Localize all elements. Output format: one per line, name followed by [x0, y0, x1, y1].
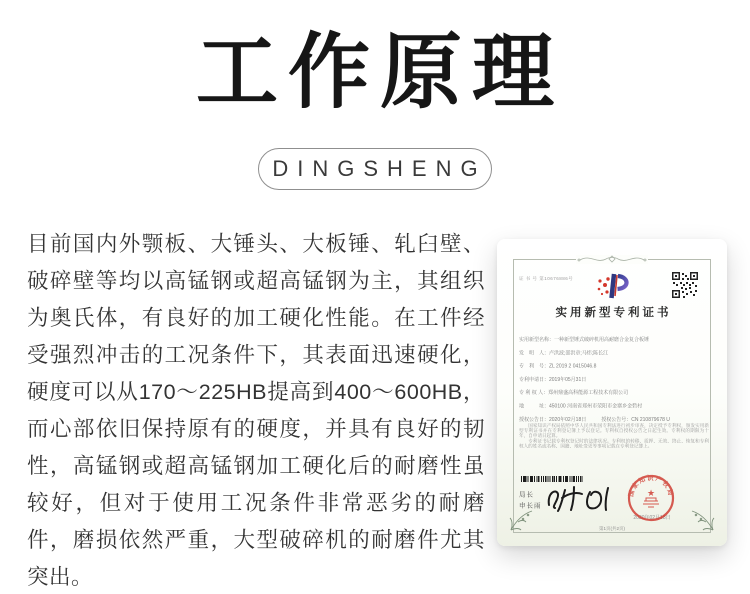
field-patentee: 专 利 权 人：郑州鼎盛高科能源工程技术有限公司	[519, 390, 629, 396]
official-seal-icon	[625, 470, 677, 527]
brand-badge	[258, 148, 492, 190]
field-patent-no: 专 利 号：ZL 2019 2 0415046.8	[519, 363, 597, 370]
certificate-page-number: 第1页(共2页)	[598, 526, 625, 531]
corner-flourish-icon	[508, 509, 534, 538]
ornament-icon	[576, 252, 648, 271]
qr-code-icon	[672, 272, 698, 303]
barcode-icon	[521, 476, 583, 482]
patent-certificate-image	[497, 239, 727, 546]
certificate-title: 实用新型专利证书	[555, 307, 672, 319]
field-grant: 授权公告日：2020年02月18日 授权公告号：CN 210879678 U	[519, 416, 670, 423]
certificate-number: 证 书 号 第10676886号	[519, 276, 574, 281]
principle-paragraph: 目前国内外颚板、大锤头、大板锤、轧臼壁、破碎壁等均以高锰钢或超高锰钢为主，其组织为奥氏体，有良好的加工硬化性能。在工件经受强烈冲击的工况条件下，其表面迅速硬化，硬度可以从170～225HB提高到400～600HB，而心部依旧保持原有的硬度，并具有良好的韧性，高锰钢或超高锰钢加工硬化后的耐磨性虽较好，但对于使用工况条件非常恶劣的耐磨件，磨损依然严重，大型破碎机的耐磨件尤其突出。	[27, 232, 485, 589]
field-filing-date: 专利申请日：2019年05月31日	[519, 376, 587, 383]
cnipa-logo-icon	[594, 272, 630, 305]
seal-star-icon: ★	[646, 488, 656, 498]
legal-paragraph: 专利证书记载专利权登记时的法律状况。专利权的转移、质押、无效、终止、恢复和专利权人的姓名或名称、国籍、地址变更等事项记载在专利登记簿上。	[519, 438, 709, 449]
field-address: 地 址：450100 河南省郑州市荥阳市金寨乡金砦村	[519, 403, 643, 409]
certificate-legal-text	[519, 423, 709, 475]
legal-paragraph: 国家知识产权局依照中华人民共和国专利法进行初步审查，决定授予专利权，颁发实用新型专利证书并在专利登记簿上予以登记。专利权自授权公告之日起生效。专利权的期限为十年，自申请日起算。	[519, 423, 709, 438]
director-label: 局长	[519, 490, 535, 498]
corner-flourish-icon	[690, 509, 716, 538]
director-signature-icon	[541, 483, 619, 518]
director-name: 申长雨	[519, 501, 542, 509]
brand-badge-label: DINGSHENG	[272, 156, 487, 181]
field-name: 实用新型名称：一种新型锤式破碎机用高耐磨合金复合板锤	[519, 337, 649, 343]
field-inventor: 发 明 人：卢洪波;邵洪章;马炜;陈长江	[519, 350, 609, 356]
seal-text: 国家知识产权局	[627, 475, 675, 498]
page-title: 工作原理	[195, 27, 564, 118]
seal-date: 2020年02月18日	[633, 515, 671, 521]
section-header	[0, 0, 750, 190]
content-row	[0, 190, 750, 594]
